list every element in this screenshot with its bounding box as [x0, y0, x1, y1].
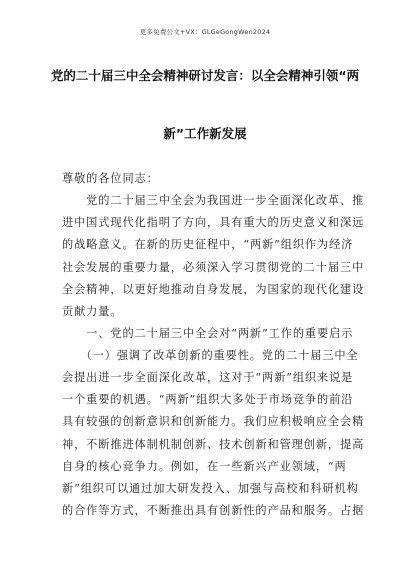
- body-line: 神，不断推进体制机制创新、技术创新和管理创新，提高: [62, 438, 365, 451]
- document-title-line-1: 党的二十届三中全会精神研讨发言：以全会精神引领“两: [50, 68, 360, 83]
- section-heading: 一、党的二十届三中全会对“两新”工作的重要启示: [62, 327, 354, 340]
- body-line: 的战略意义。在新的历史征程中，“两新”组织作为经济: [62, 238, 354, 251]
- body-line: 具有较强的创新意识和创新能力。我们应积极响应全会精: [62, 415, 365, 428]
- body-line: 进中国式现代化指明了方向，具有重大的历史意义和深远: [62, 216, 365, 229]
- body-line: 全会精神，以更好地推动自身发展，为国家的现代化建设: [62, 283, 365, 296]
- document-title-line-2: 新”工作新发展: [163, 126, 247, 141]
- body-line: 新”组织可以通过加大研发投入、加强与高校和科研机构: [62, 482, 359, 495]
- body-line: 的合作等方式，不断推出具有创新性的产品和服务。占据: [62, 504, 365, 517]
- salutation: 尊敬的各位同志：: [62, 172, 159, 185]
- body-line: （一）强调了改革创新的重要性。党的二十届三中全: [62, 349, 359, 362]
- body-line: 一个重要的机遇。“两新”组织大多处于市场竞争的前沿: [62, 393, 354, 406]
- header-note: 更多免费公文+VX：GLGeGongWen2024: [139, 28, 271, 36]
- body-line: 社会发展的重要力量，必须深入学习贯彻党的二十届三中: [62, 261, 365, 274]
- body-line: 会提出进一步全面深化改革，这对于“两新”组织来说是: [62, 371, 354, 384]
- body-line: 自身的核心竞争力。例如，在一些新兴产业领域，“两: [62, 460, 347, 473]
- body-line: 党的二十届三中全会为我国进一步全面深化改革、推: [62, 194, 365, 207]
- body-line: 贡献力量。: [62, 305, 123, 318]
